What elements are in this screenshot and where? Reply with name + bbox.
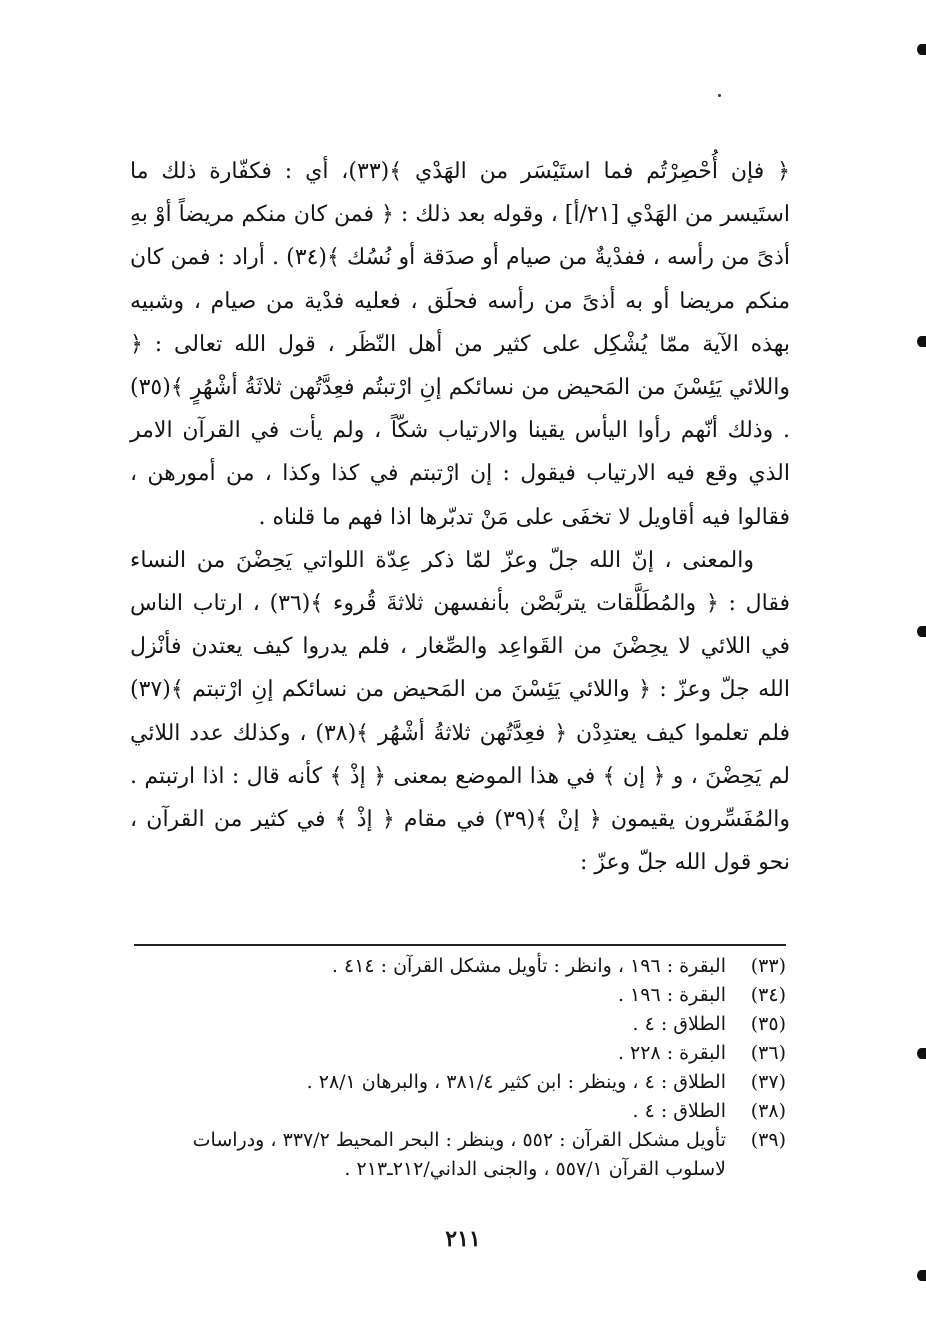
binding-mark [917, 626, 926, 637]
footnote-number: (٣٣) [750, 955, 786, 977]
footnote [134, 1010, 786, 1039]
footnote-text: البقرة : ١٩٦ . [617, 984, 726, 1006]
footnote-number: (٣٥) [750, 1013, 786, 1035]
footnote-separator [134, 944, 786, 946]
footnote-number: (٣٦) [750, 1042, 786, 1064]
footnote [134, 1068, 786, 1097]
footnote-text: الطلاق : ٤ . [632, 1013, 726, 1035]
footnote-text: تأويل مشكل القرآن : ٥٥٢ ، وينظر : البحر المحيط ٣٣٧/٢ ، ودراسات لاسلوب القرآن ٥٥٧/١ ، والجنى الداني/٢١٢ـ٢١٣ . [192, 1129, 726, 1180]
paragraph-2: والمعنى ، إنّ الله جلّ وعزّ لمّا ذكر عِدّة اللواتي يَحِضْنَ من النساء فقال : ﴿ والمُطَلَّقات يتربَّصْن بأنفسهن ثلاثةَ قُروء ﴾(٣٦) ، ارتاب الناس في اللائي لا يحِضْنَ من القَواعِد والصِّغار ، فلم يدروا كيف يعتدن فأنْزل الله جلّ وعزّ : ﴿ واللائي يَئِسْنَ من المَحيض من نسائكم إنِ ارْتبتم ﴾(٣٧) فلم تعلموا كيف يعتدِدْن ﴿ فعِدَّتُهن ثلاثةُ أشْهُر ﴾(٣٨) ، وكذلك عدد اللائي لم يَحِضْنَ ، و ﴿ إن ﴾ في هذا الموضع بمعنى ﴿ إذْ ﴾ كأنه قال : اذا ارتبتم . والمُفَسِّرون يقيمون ﴿ إنْ ﴾(٣٩) في مقام ﴿ إذْ ﴾ في كثير من القرآن ، نحو قول الله جلّ وعزّ : [130, 547, 790, 876]
binding-mark [917, 44, 926, 55]
footnote-number: (٣٨) [750, 1100, 786, 1122]
footnote-text: البقرة : ١٩٦ ، وانظر : تأويل مشكل القرآن : ٤١٤ . [331, 955, 726, 977]
binding-mark [917, 1270, 926, 1281]
footnote-number: (٣٤) [750, 984, 786, 1006]
footnote-text: الطلاق : ٤ ، وينظر : ابن كثير ٣٨١/٤ ، والبرهان ٢٨/١ . [306, 1071, 726, 1093]
paragraph-1: ﴿ فإن أُحْصِرْتُم فما استَيْسَر من الهَدْي ﴾(٣٣)، أي : فكفّارة ذلك ما استَيسر من الهَدْي [٢١/أ] ، وقوله بعد ذلك : ﴿ فمن كان منكم مريضاً أوْ بهِ أذىً من رأسه ، ففدْيةٌ من صيام أو صدَقة أو نُسُك ﴾(٣٤) . أراد : فمن كان منكم مريضا أو به أذىً من رأسه فحلَق ، فعليه فدْية من صيام ، وشبيه بهذه الآية ممّا يُشْكِل على كثير من أهل النّظَر ، قول الله تعالى : ﴿ واللائي يَئِسْنَ من المَحيض من نسائكم إنِ ارْتبتُم فعِدَّتُهن ثلاثَةُ أشْهُرٍ ﴾(٣٥) . وذلك أنّهم رأوا اليأس يقينا والارتياب شكّاً ، ولم يأت في القرآن الامر الذي وقع فيه الارتياب فيقول : إن ارْتبتم في كذا وكذا ، من أمورهن ، فقالوا فيه أقاويل لا تخفَى على مَنْ تدبّرها اذا فهم ما قلناه . [130, 159, 790, 530]
footnote-number: (٣٩) [750, 1129, 786, 1151]
footnote [134, 1126, 786, 1184]
binding-mark [917, 336, 926, 347]
footnote [134, 1097, 786, 1126]
main-text [130, 150, 790, 884]
scan-speck [718, 94, 721, 97]
footnote-text: الطلاق : ٤ . [632, 1100, 726, 1122]
binding-mark [917, 1048, 926, 1059]
footnote [134, 1039, 786, 1068]
page-number: ٢١١ [445, 1226, 481, 1252]
footnote-number: (٣٧) [750, 1071, 786, 1093]
footnote [134, 981, 786, 1010]
footnote-text: البقرة : ٢٢٨ . [617, 1042, 726, 1064]
footnotes [134, 952, 786, 1184]
footnote [134, 952, 786, 981]
